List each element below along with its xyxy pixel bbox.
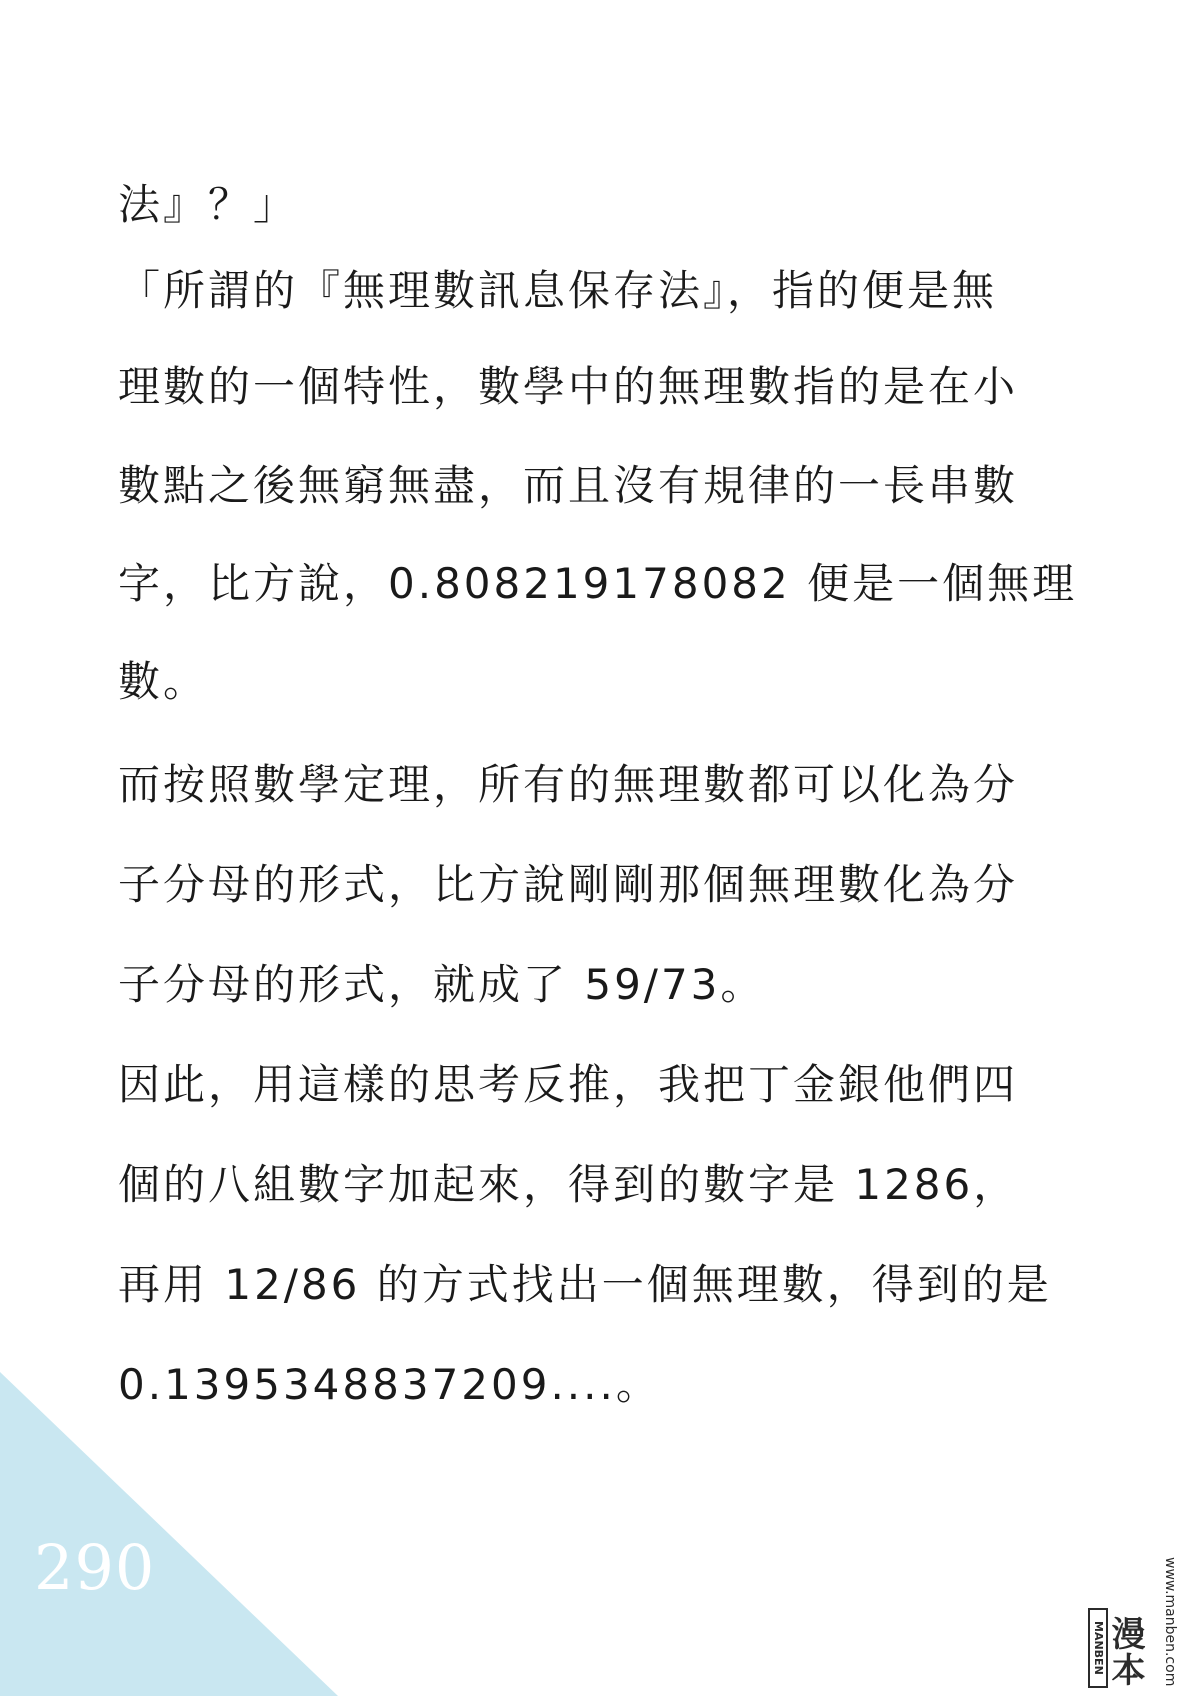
text-line-12: 再用 12/86 的方式找出一個無理數，得到的是 — [118, 1260, 1052, 1309]
page-number: 290 — [34, 1531, 156, 1604]
text-line-7: 而按照數學定理，所有的無理數都可以化為分 — [118, 760, 1019, 809]
watermark-brand: 漫本 — [1105, 1616, 1145, 1688]
text-line-5: 字，比方說，0.808219178082 便是一個無理 — [118, 559, 1078, 608]
text-line-2: 「所謂的『無理數訊息保存法』，指的便是無 — [118, 266, 998, 315]
text-line-3: 理數的一個特性，數學中的無理數指的是在小 — [118, 362, 1019, 411]
text-line-13: 0.1395348837209....。 — [118, 1360, 661, 1409]
text-line-6: 數。 — [118, 657, 209, 706]
watermark-logo — [1090, 1516, 1194, 1688]
watermark-url: www.manben.com — [1162, 1556, 1178, 1686]
text-line-8: 子分母的形式，比方說剛剛那個無理數化為分 — [118, 860, 1019, 909]
text-line-10: 因此，用這樣的思考反推，我把丁金銀他們四 — [118, 1060, 1019, 1109]
text-line-4: 數點之後無窮無盡，而且沒有規律的一長串數 — [118, 461, 1019, 510]
text-line-11: 個的八組數字加起來，得到的數字是 1286， — [118, 1160, 1019, 1209]
text-line-1: 法』？」 — [118, 180, 299, 229]
text-line-9: 子分母的形式，就成了 59/73。 — [118, 960, 766, 1009]
watermark-box: MANBEN — [1088, 1608, 1108, 1688]
